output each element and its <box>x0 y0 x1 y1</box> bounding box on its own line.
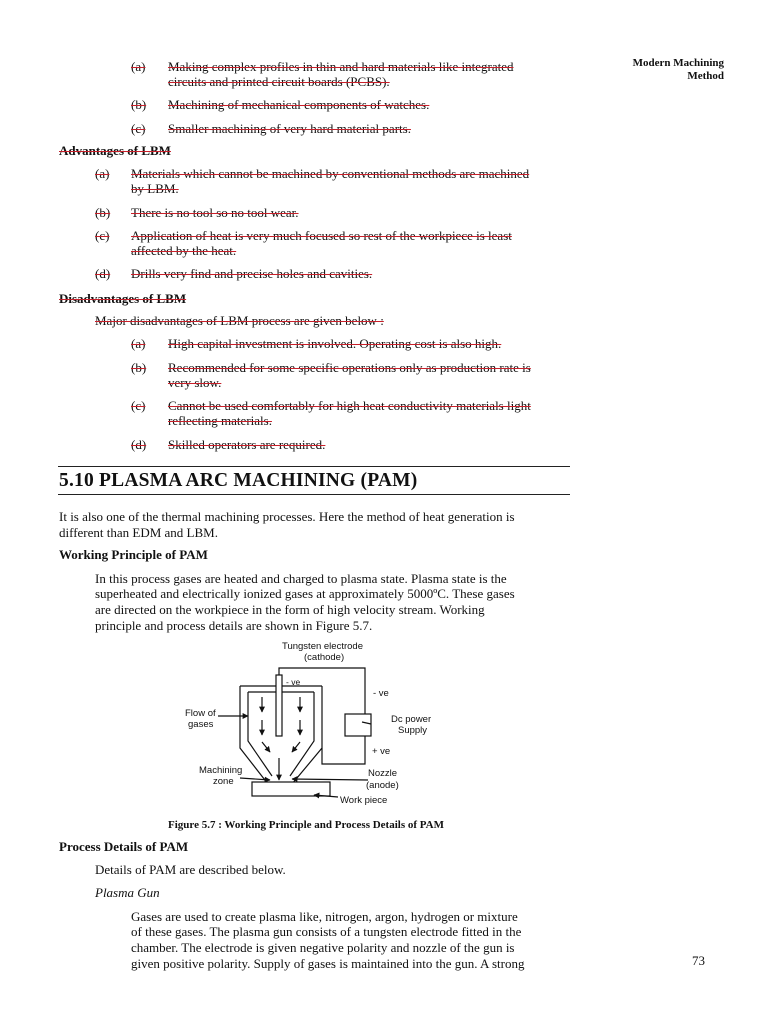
running-header-line1: Modern Machining <box>632 57 724 69</box>
intro-line: It is also one of the thermal machining processes. Here the method of heat generation is <box>59 509 515 524</box>
running-header-line2: Method <box>687 70 724 82</box>
section-rule-bottom <box>58 494 570 495</box>
list-item-text: reflecting materials. <box>168 413 272 428</box>
paragraph-line: In this process gases are heated and charged to plasma state. Plasma state is the <box>95 571 507 586</box>
list-marker: (d) <box>95 266 111 281</box>
label-anode: (anode) <box>366 780 399 791</box>
list-marker: (a) <box>131 59 146 74</box>
plasma-gun-subheading: Plasma Gun <box>95 885 160 900</box>
running-header <box>633 57 724 83</box>
list-marker: (a) <box>131 336 146 351</box>
paragraph-line: Gases are used to create plasma like, nitrogen, argon, hydrogen or mixture <box>131 909 518 924</box>
intro-line: different than EDM and LBM. <box>59 525 218 540</box>
paragraph-line: given positive polarity. Supply of gases is maintained into the gun. A strong <box>131 956 525 971</box>
list-item-text: very slow. <box>168 375 222 390</box>
section-rule-top <box>58 466 570 467</box>
list-item-text: There is no tool so no tool wear. <box>131 205 299 220</box>
process-details-intro: Details of PAM are described below. <box>95 862 286 877</box>
list-item-text: Drills very find and precise holes and cavities. <box>131 266 373 281</box>
label-electrode: Tungsten electrode <box>282 641 363 652</box>
list-item-text: Recommended for some specific operations only as production rate is <box>168 360 531 375</box>
list-item-text: Smaller machining of very hard material parts. <box>168 121 411 136</box>
label-gases: gases <box>188 719 214 730</box>
list-item-text: Making complex profiles in thin and hard materials like integrated <box>168 59 514 74</box>
list-marker: (b) <box>95 205 111 220</box>
label-minus-ve-outer: - ve <box>373 688 389 699</box>
list-marker: (c) <box>95 228 110 243</box>
list-item-text: Cannot be used comfortably for high heat conductivity materials light <box>168 398 531 413</box>
label-minus-ve-inner: - ve <box>286 677 301 687</box>
figure-caption: Figure 5.7 : Working Principle and Process Details of PAM <box>168 819 444 831</box>
paragraph-line: are directed on the workpiece in the form of high velocity stream. Working <box>95 602 485 617</box>
page-number: 73 <box>692 953 705 968</box>
list-marker: (d) <box>131 437 147 452</box>
section-title: 5.10 PLASMA ARC MACHINING (PAM) <box>59 470 418 491</box>
paragraph-line: chamber. The electrode is given negative polarity and nozzle of the gun is <box>131 940 515 955</box>
working-principle-heading: Working Principle of PAM <box>59 547 208 562</box>
disadvantages-intro: Major disadvantages of LBM process are given below : <box>95 313 384 328</box>
process-details-heading: Process Details of PAM <box>59 839 189 854</box>
list-item-text: by LBM. <box>131 181 179 196</box>
list-marker: (c) <box>131 121 146 136</box>
label-machining: Machining <box>199 765 243 776</box>
list-item-text: Machining of mechanical components of watches. <box>168 97 430 112</box>
paragraph-line: superheated and electrically ionized gases at approximately 5000ºC. These gases <box>95 586 515 601</box>
label-nozzle: Nozzle <box>368 768 398 779</box>
list-item-text: High capital investment is involved. Operating cost is also high. <box>168 336 502 351</box>
list-item-text: Skilled operators are required. <box>168 437 326 452</box>
label-dc-power: Dc power <box>391 714 432 725</box>
disadvantages-heading: Disadvantages of LBM <box>59 291 187 306</box>
list-marker: (b) <box>131 97 147 112</box>
label-cathode: (cathode) <box>304 652 345 663</box>
list-item-text: Materials which cannot be machined by conventional methods are machined <box>131 166 530 181</box>
label-zone: zone <box>213 776 234 787</box>
label-workpiece: Work piece <box>340 795 388 806</box>
label-supply: Supply <box>398 725 428 736</box>
list-marker: (b) <box>131 360 147 375</box>
list-item-text: Application of heat is very much focused so rest of the workpiece is least <box>131 228 512 243</box>
label-plus-ve: + ve <box>372 746 391 757</box>
list-item-text: affected by the heat. <box>131 243 237 258</box>
paragraph-line: of these gases. The plasma gun consists of a tungsten electrode fitted in the <box>131 924 522 939</box>
paragraph-line: principle and process details are shown in Figure 5.7. <box>95 618 373 633</box>
list-item-text: circuits and printed circuit boards (PCBS). <box>168 74 390 89</box>
list-marker: (c) <box>131 398 146 413</box>
list-marker: (a) <box>95 166 110 181</box>
label-flow: Flow of <box>185 708 216 719</box>
advantages-heading: Advantages of LBM <box>59 143 171 158</box>
